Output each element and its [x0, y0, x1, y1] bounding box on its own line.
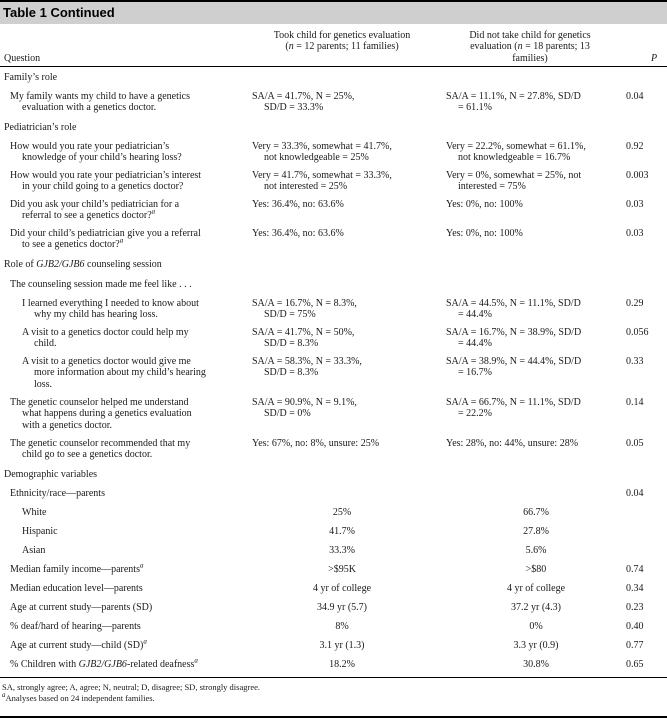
row-children-gjb-label [10, 656, 198, 670]
row-cs3-took [252, 356, 432, 379]
section-counseling-role: Role of GJB2/GJB6 counseling session [4, 259, 162, 270]
row-age-child-text: Age at current study—child (SD) [10, 640, 144, 651]
row-cs4-b2: = 22.2% [458, 408, 492, 420]
row-ped1-a1: Very = 33.3%, somewhat = 41.7%, [252, 141, 392, 152]
row-cs3-q2: more information about my child’s hearing [34, 367, 206, 379]
row-deaf-took: 8% [335, 621, 349, 632]
row-fam1-a1: SA/A = 41.7%, N = 25%, [252, 91, 355, 102]
row-cs1-did-not [446, 298, 626, 321]
row-cs3-a1: SA/A = 58.3%, N = 33.3%, [252, 356, 362, 367]
bottom-rule [0, 677, 667, 678]
row-deaf-p: 0.40 [626, 621, 644, 632]
row-fam1-question [10, 91, 190, 114]
row-cs1-question [22, 298, 199, 321]
row-ethnicity-label: Ethnicity/race—parents [10, 488, 105, 499]
row-cs2-q1: A visit to a genetics doctor could help my [22, 327, 189, 338]
row-cs4-q1: The genetic counselor helped me understand [10, 397, 189, 408]
row-fam1-p: 0.04 [626, 91, 644, 102]
row-age-parents-took: 34.9 yr (5.7) [317, 602, 367, 613]
header-took [252, 30, 432, 53]
row-fam1-did-not [446, 91, 626, 114]
header-p: P [651, 53, 658, 64]
row-cs1-took [252, 298, 432, 321]
row-children-gjb-post: -related deafness [126, 659, 195, 670]
row-cs1-p: 0.29 [626, 298, 644, 309]
row-ped1-a2: not knowledgeable = 25% [264, 152, 369, 164]
row-age-child-took: 3.1 yr (1.3) [319, 640, 365, 651]
row-hispanic-label: Hispanic [22, 526, 58, 537]
row-cs4-b1: SA/A = 66.7%, N = 11.1%, SD/D [446, 397, 581, 408]
row-asian-took: 33.3% [329, 545, 355, 556]
row-ped1-q2: knowledge of your child’s hearing loss? [22, 152, 182, 164]
row-education-did-not: 4 yr of college [506, 583, 566, 594]
row-hispanic-did-not: 27.8% [523, 526, 549, 537]
row-ped1-p: 0.92 [626, 141, 644, 152]
row-cs2-question [22, 327, 189, 350]
row-cs2-did-not [446, 327, 626, 350]
row-ped4-p: 0.03 [626, 228, 644, 239]
row-income-did-not: >$80 [525, 564, 547, 575]
footnote-a-text: Analyses based on 24 independent families. [5, 693, 155, 703]
row-cs2-b1: SA/A = 16.7%, N = 38.9%, SD/D [446, 327, 582, 338]
row-deaf-did-not: 0% [529, 621, 543, 632]
row-cs4-p: 0.14 [626, 397, 644, 408]
row-ped2-a1: Very = 41.7%, somewhat = 33.3%, [252, 170, 392, 181]
footnote-mark: a [194, 656, 198, 665]
row-children-gjb-did-not: 30.8% [523, 659, 549, 670]
row-cs1-a2: SD/D = 75% [264, 309, 316, 321]
row-asian-label: Asian [22, 545, 46, 556]
row-ped1-b1: Very = 22.2%, somewhat = 61.1%, [446, 141, 586, 152]
row-cs3-b2: = 16.7% [458, 367, 492, 379]
row-fam1-b1: SA/A = 11.1%, N = 27.8%, SD/D [446, 91, 581, 102]
row-cs2-a1: SA/A = 41.7%, N = 50%, [252, 327, 355, 338]
row-cs3-a2: SD/D = 8.3% [264, 367, 319, 379]
row-ped3-q1: Did you ask your child’s pediatrician for a [10, 199, 180, 210]
row-children-gjb-p: 0.65 [626, 659, 644, 670]
header-rule [0, 66, 667, 67]
row-ped2-did-not [446, 170, 626, 193]
row-ped3-q2: referral to see a genetics doctor? [22, 210, 152, 222]
row-cs2-q2: child. [34, 338, 57, 350]
row-ped1-took [252, 141, 432, 164]
row-age-child-did-not: 3.3 yr (0.9) [513, 640, 559, 651]
row-cs3-b1: SA/A = 38.9%, N = 44.4%, SD/D [446, 356, 582, 367]
row-cs5-q1: The genetic counselor recommended that my [10, 438, 191, 449]
header-took-line1: Took child for genetics evaluation [273, 30, 411, 41]
row-asian-did-not: 5.6% [525, 545, 547, 556]
row-education-label: Median education level—parents [10, 583, 143, 594]
row-fam1-a2: SD/D = 33.3% [264, 102, 324, 114]
row-white-label: White [22, 507, 47, 518]
row-children-gjb-gene: GJB2/GJB6 [78, 659, 127, 670]
row-ped4-question [10, 228, 201, 251]
section-pediatrician-role: Pediatrician’s role [4, 122, 77, 133]
row-cs2-p: 0.056 [626, 327, 649, 338]
row-ped3-p: 0.03 [626, 199, 644, 210]
row-children-gjb-took: 18.2% [329, 659, 355, 670]
footnote-mark: a [2, 691, 6, 700]
table-title: Table 1 Continued [3, 5, 115, 20]
row-fam1-took [252, 91, 432, 114]
row-income-text: Median family income—parents [10, 564, 140, 575]
footnote-mark: a [139, 561, 144, 570]
row-ped2-p: 0.003 [626, 170, 649, 181]
header-question: Question [4, 53, 41, 64]
row-ped2-b2: interested = 75% [458, 181, 526, 193]
row-ped1-q1: How would you rate your pediatrician’s [10, 141, 170, 152]
row-ped3-took: Yes: 36.4%, no: 63.6% [252, 199, 344, 210]
row-ped4-took: Yes: 36.4%, no: 63.6% [252, 228, 344, 239]
row-cs3-p: 0.33 [626, 356, 644, 367]
row-cs4-q2: what happens during a genetics evaluation [22, 408, 192, 420]
row-ped2-question [10, 170, 201, 193]
row-cs1-b1: SA/A = 44.5%, N = 11.1%, SD/D [446, 298, 581, 309]
row-deaf-label: % deaf/hard of hearing—parents [10, 621, 141, 632]
row-children-gjb-pre: % Children with [10, 659, 79, 670]
header-did-not [440, 30, 620, 64]
row-cs3-q3: loss. [34, 378, 53, 390]
row-cs1-q1: I learned everything I needed to know about [22, 298, 199, 309]
header-took-line2: (n = 12 parents; 11 families) [285, 41, 399, 53]
header-did-not-line2: evaluation (n = 18 parents; 13 [470, 41, 590, 53]
footnote-mark: a [119, 237, 124, 246]
row-age-parents-label: Age at current study—parents (SD) [10, 602, 153, 613]
row-ped2-took [252, 170, 432, 193]
row-hispanic-took: 41.7% [329, 526, 355, 537]
header-did-not-line1: Did not take child for genetics [469, 30, 591, 41]
row-ped3-question [10, 199, 179, 222]
row-income-label [10, 561, 144, 575]
row-ped2-a2: not interested = 25% [264, 181, 348, 193]
row-cs5-q2: child go to see a genetics doctor. [22, 449, 153, 461]
row-fam1-b2: = 61.1% [458, 102, 492, 114]
row-cs4-question [10, 397, 192, 431]
header-did-not-line3: families) [512, 52, 548, 64]
row-fam1-q2: evaluation with a genetics doctor. [22, 102, 157, 114]
row-age-child-label [10, 637, 147, 651]
row-ethnicity-p: 0.04 [626, 488, 644, 499]
row-income-took: >$95K [328, 564, 356, 575]
footnote-mark: a [143, 637, 147, 646]
row-age-parents-p: 0.23 [626, 602, 644, 613]
row-cs1-a1: SA/A = 16.7%, N = 8.3%, [252, 298, 357, 309]
row-cs1-q2: why my child has hearing loss. [34, 309, 158, 321]
row-ped4-did-not: Yes: 0%, no: 100% [446, 228, 523, 239]
row-cs2-b2: = 44.4% [458, 338, 492, 350]
row-cs5-question [10, 438, 190, 461]
row-white-took: 25% [332, 507, 352, 518]
footnote-abbreviations: SA, strongly agree; A, agree; N, neutral; D, disagree; SD, strongly disagree. [2, 682, 261, 692]
row-fam1-q1: My family wants my child to have a genetics [10, 91, 190, 102]
row-age-child-p: 0.77 [626, 640, 644, 651]
row-ped2-q1: How would you rate your pediatrician’s interest [10, 170, 202, 181]
footnote-a [2, 693, 155, 703]
row-cs3-question [22, 356, 206, 390]
row-cs5-took: Yes: 67%, no: 8%, unsure: 25% [252, 438, 380, 449]
row-ped1-did-not [446, 141, 626, 164]
row-cs4-a2: SD/D = 0% [264, 408, 311, 420]
section-demographic: Demographic variables [4, 469, 98, 480]
row-cs4-took [252, 397, 432, 420]
row-education-p: 0.34 [626, 583, 644, 594]
title-bar [0, 0, 667, 24]
row-ped4-q1: Did your child’s pediatrician give you a referral [10, 228, 201, 239]
row-cs4-a1: SA/A = 90.9%, N = 9.1%, [252, 397, 357, 408]
row-ped1-question [10, 141, 182, 164]
row-cs4-q3: with a genetics doctor. [22, 419, 112, 431]
row-income-p: 0.74 [626, 564, 644, 575]
row-cs1-b2: = 44.4% [458, 309, 492, 321]
row-cs3-q1: A visit to a genetics doctor would give me [22, 356, 191, 367]
row-cs5-p: 0.05 [626, 438, 644, 449]
row-ped4-q2: to see a genetics doctor? [22, 239, 120, 251]
row-white-did-not: 66.7% [523, 507, 549, 518]
row-ped3-did-not: Yes: 0%, no: 100% [446, 199, 523, 210]
row-education-took: 4 yr of college [312, 583, 372, 594]
row-cs2-took [252, 327, 432, 350]
row-ped1-b2: not knowledgeable = 16.7% [458, 152, 571, 164]
footnote-mark: a [151, 208, 156, 217]
row-ped2-q2: in your child going to a genetics doctor? [22, 181, 184, 193]
row-counseling-intro: The counseling session made me feel like . . . [10, 279, 192, 290]
row-cs5-did-not: Yes: 28%, no: 44%, unsure: 28% [446, 438, 579, 449]
row-ped2-b1: Very = 0%, somewhat = 25%, not [446, 170, 582, 181]
row-cs2-a2: SD/D = 8.3% [264, 338, 319, 350]
row-cs3-did-not [446, 356, 626, 379]
row-age-parents-did-not: 37.2 yr (4.3) [511, 602, 561, 613]
section-family-role: Family’s role [4, 72, 58, 83]
row-cs4-did-not [446, 397, 626, 420]
